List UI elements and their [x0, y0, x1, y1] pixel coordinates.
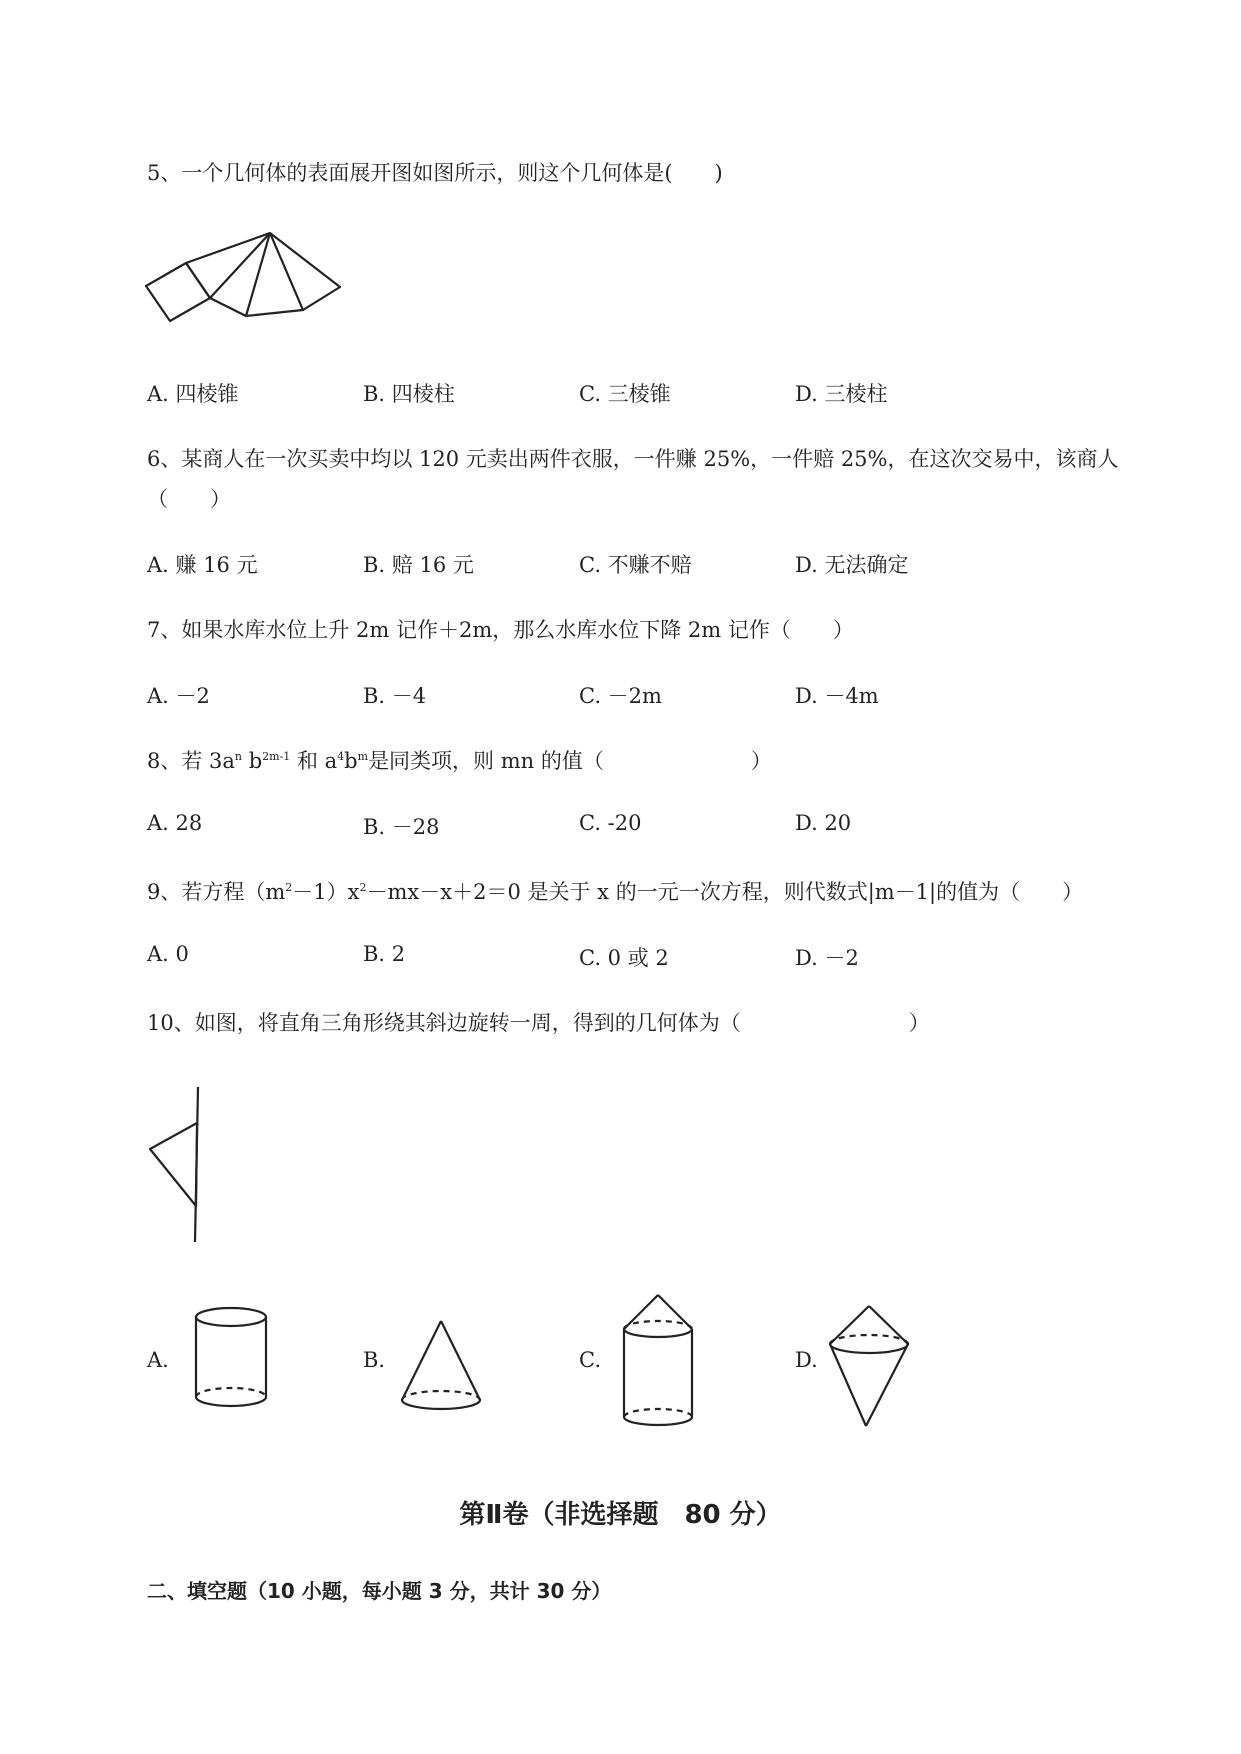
net-square	[146, 263, 210, 321]
cylinder-bottom-front	[624, 1417, 692, 1425]
lower-cone-side	[830, 1344, 866, 1426]
top-cone-side	[658, 1295, 692, 1329]
q10-option-a-cylinder-icon[interactable]	[193, 1305, 269, 1411]
upper-cone-side	[830, 1306, 869, 1344]
q8-option-d[interactable]: D. 20	[795, 811, 852, 835]
q9-option-a[interactable]: A. 0	[147, 942, 189, 966]
q7-option-d[interactable]: D. －4m	[795, 684, 879, 708]
question-6-stem-continued: （ ）	[147, 487, 231, 511]
top-cone-side	[624, 1295, 658, 1329]
q6-option-d[interactable]: D. 无法确定	[795, 553, 909, 577]
upper-cone-side	[869, 1306, 908, 1344]
cone-base-front	[402, 1400, 480, 1409]
join-back	[624, 1321, 692, 1329]
q5-option-b[interactable]: B. 四棱柱	[363, 382, 455, 406]
question-8-stem: 8、若 $3a^n$ $b^{2m-1}$ 和 $a^4b^m$是同类项，则 mn 的值（ ）	[147, 749, 772, 773]
q7-option-c[interactable]: C. －2m	[579, 684, 662, 708]
question-5-stem: 5、一个几何体的表面展开图如图所示，则这个几何体是( )	[147, 161, 723, 185]
q8-option-a[interactable]: A. 28	[147, 811, 203, 835]
q10-option-d-double-cone-icon[interactable]	[826, 1304, 912, 1430]
q7-option-a[interactable]: A. －2	[147, 684, 210, 708]
q6-option-b[interactable]: B. 赔 16 元	[363, 553, 474, 577]
q5-option-d[interactable]: D. 三棱柱	[795, 382, 888, 406]
q10-option-c-label[interactable]: C.	[579, 1348, 601, 1372]
q10-option-d-label[interactable]: D.	[795, 1348, 818, 1372]
cone-side	[402, 1321, 441, 1400]
q10-option-b-cone-icon[interactable]	[398, 1318, 484, 1414]
cylinder-bottom-back	[196, 1388, 266, 1397]
net-triangles-outline	[186, 233, 340, 316]
cone-base-back	[402, 1391, 480, 1400]
q8-option-c[interactable]: C. -20	[579, 811, 642, 835]
join-front	[624, 1329, 692, 1337]
q9-option-c[interactable]: C. 0 或 2	[579, 946, 669, 970]
part-two-title: 第Ⅱ卷（非选择题 80 分）	[459, 1500, 782, 1530]
q5-option-a[interactable]: A. 四棱锥	[147, 382, 239, 406]
q9-option-b[interactable]: B. 2	[363, 942, 406, 966]
q10-right-triangle-figure	[140, 1085, 210, 1245]
question-9-stem: 9、若方程$(m^2-1)x^2-mx-x+2=0$ 是关于 x 的一元一次方程，则代数式|m－1|的值为（ ）	[147, 880, 1084, 904]
question-10-stem: 10、如图，将直角三角形绕其斜边旋转一周，得到的几何体为（ ）	[147, 1011, 930, 1035]
lower-cone-side	[866, 1344, 908, 1426]
q10-option-b-label[interactable]: B.	[363, 1348, 386, 1372]
q7-option-b[interactable]: B. －4	[363, 684, 427, 708]
q5-net-figure	[140, 225, 350, 335]
right-triangle	[150, 1123, 197, 1206]
cone-side	[441, 1321, 480, 1400]
middle-circle-back	[830, 1335, 908, 1344]
q5-option-c[interactable]: C. 三棱锥	[579, 382, 671, 406]
cylinder-top	[196, 1308, 266, 1326]
cylinder-bottom-back	[624, 1409, 692, 1417]
q6-option-c[interactable]: C. 不赚不赔	[579, 553, 692, 577]
section-fill-in-blank-heading: 二、填空题（10 小题，每小题 3 分，共计 30 分）	[147, 1579, 612, 1603]
q8-option-b[interactable]: B. －28	[363, 815, 440, 839]
question-6-stem: 6、某商人在一次买卖中均以 120 元卖出两件衣服，一件赚 25%，一件赔 25%，在这次交易中，该商人	[147, 447, 1119, 471]
q9-option-d[interactable]: D. －2	[795, 946, 859, 970]
q10-option-a-label[interactable]: A.	[147, 1348, 169, 1372]
q6-option-a[interactable]: A. 赚 16 元	[147, 553, 258, 577]
cylinder-bottom-front	[196, 1397, 266, 1406]
middle-circle-front	[830, 1344, 908, 1353]
q10-option-c-cone-on-cylinder-icon[interactable]	[620, 1293, 696, 1431]
question-7-stem: 7、如果水库水位上升 2m 记作＋2m，那么水库水位下降 2m 记作（ ）	[147, 618, 854, 642]
